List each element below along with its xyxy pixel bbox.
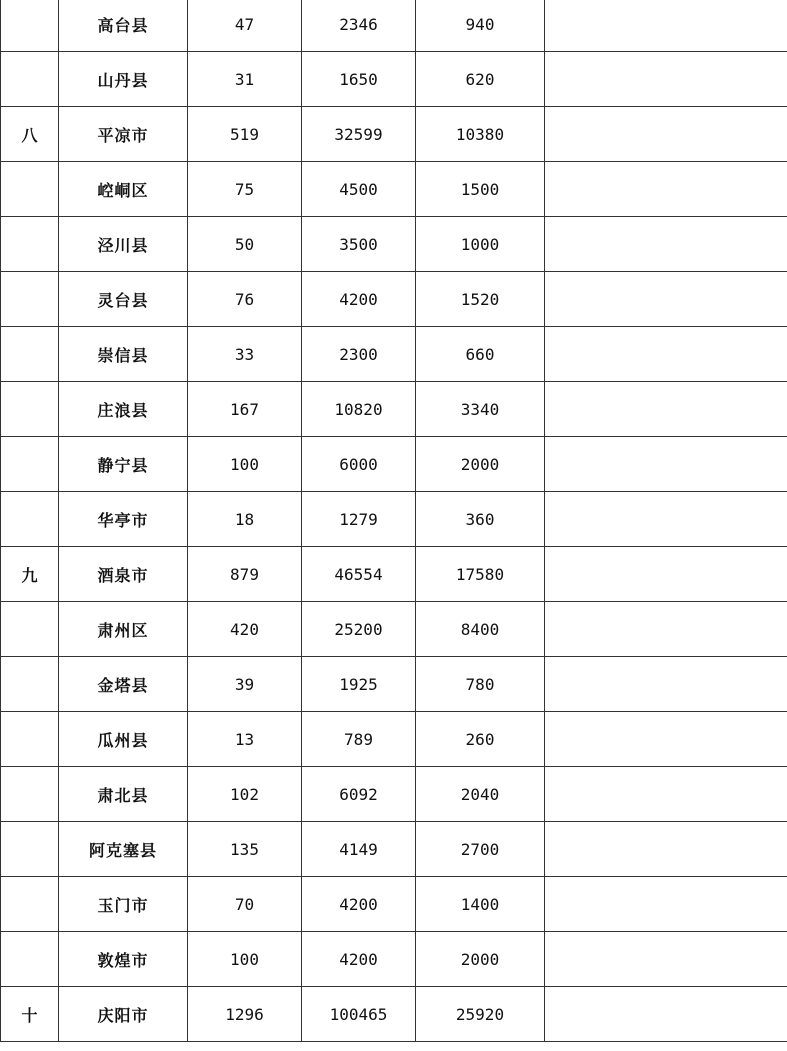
value-1-cell: 1296: [188, 987, 302, 1042]
value-1-cell: 31: [188, 52, 302, 107]
region-name-cell: 肃北县: [59, 767, 188, 822]
value-1-cell: 100: [188, 932, 302, 987]
region-name-cell: 山丹县: [59, 52, 188, 107]
value-2-cell: 6000: [302, 437, 416, 492]
value-2-cell: 10820: [302, 382, 416, 437]
value-1-cell: 76: [188, 272, 302, 327]
value-2-cell: 1925: [302, 657, 416, 712]
value-3-cell: 940: [416, 0, 545, 52]
table-row: [1, 272, 787, 327]
table-row: [1, 602, 787, 657]
region-name-cell: 金塔县: [59, 657, 188, 712]
value-2-cell: 4149: [302, 822, 416, 877]
value-3-cell: 260: [416, 712, 545, 767]
region-name-cell: 瓜州县: [59, 712, 188, 767]
value-1-cell: 18: [188, 492, 302, 547]
row-index-cell: [1, 162, 59, 217]
note-cell: [545, 437, 787, 492]
note-cell: [545, 602, 787, 657]
note-cell: [545, 547, 787, 602]
region-name-cell: 泾川县: [59, 217, 188, 272]
row-index-cell: [1, 657, 59, 712]
note-cell: [545, 987, 787, 1042]
value-2-cell: 6092: [302, 767, 416, 822]
region-name-cell: 庆阳市: [59, 987, 188, 1042]
table-row: [1, 712, 787, 767]
note-cell: [545, 822, 787, 877]
value-3-cell: 8400: [416, 602, 545, 657]
value-1-cell: 100: [188, 437, 302, 492]
row-index-cell: [1, 272, 59, 327]
value-1-cell: 39: [188, 657, 302, 712]
value-3-cell: 360: [416, 492, 545, 547]
value-3-cell: 1500: [416, 162, 545, 217]
note-cell: [545, 767, 787, 822]
row-index-cell: [1, 602, 59, 657]
table-row: [1, 932, 787, 987]
value-2-cell: 4500: [302, 162, 416, 217]
value-1-cell: 13: [188, 712, 302, 767]
region-name-cell: 肃州区: [59, 602, 188, 657]
row-index-cell: [1, 767, 59, 822]
row-index-cell: [1, 327, 59, 382]
value-2-cell: 2300: [302, 327, 416, 382]
value-3-cell: 17580: [416, 547, 545, 602]
note-cell: [545, 932, 787, 987]
value-1-cell: 167: [188, 382, 302, 437]
value-3-cell: 780: [416, 657, 545, 712]
value-3-cell: 2040: [416, 767, 545, 822]
row-index-cell: [1, 217, 59, 272]
value-1-cell: 879: [188, 547, 302, 602]
value-1-cell: 420: [188, 602, 302, 657]
region-name-cell: 敦煌市: [59, 932, 188, 987]
region-name-cell: 玉门市: [59, 877, 188, 932]
note-cell: [545, 712, 787, 767]
note-cell: [545, 217, 787, 272]
value-1-cell: 50: [188, 217, 302, 272]
row-index-cell: [1, 492, 59, 547]
value-3-cell: 2700: [416, 822, 545, 877]
note-cell: [545, 877, 787, 932]
region-name-cell: 阿克塞县: [59, 822, 188, 877]
table-row: [1, 107, 787, 162]
region-name-cell: 崆峒区: [59, 162, 188, 217]
table-row: [1, 217, 787, 272]
row-index-cell: [1, 437, 59, 492]
row-index-cell: [1, 0, 59, 52]
value-2-cell: 4200: [302, 932, 416, 987]
table-row: [1, 382, 787, 437]
value-2-cell: 3500: [302, 217, 416, 272]
table-row: [1, 327, 787, 382]
note-cell: [545, 492, 787, 547]
value-2-cell: 25200: [302, 602, 416, 657]
note-cell: [545, 272, 787, 327]
value-3-cell: 1000: [416, 217, 545, 272]
region-name-cell: 酒泉市: [59, 547, 188, 602]
value-2-cell: 1650: [302, 52, 416, 107]
region-name-cell: 平凉市: [59, 107, 188, 162]
value-3-cell: 2000: [416, 437, 545, 492]
region-name-cell: 华亭市: [59, 492, 188, 547]
table-row: [1, 437, 787, 492]
table-row: [1, 52, 787, 107]
note-cell: [545, 327, 787, 382]
value-3-cell: 10380: [416, 107, 545, 162]
region-name-cell: 灵台县: [59, 272, 188, 327]
row-index-cell: [1, 382, 59, 437]
note-cell: [545, 382, 787, 437]
row-index-cell: 九: [1, 547, 59, 602]
value-3-cell: 620: [416, 52, 545, 107]
value-2-cell: 46554: [302, 547, 416, 602]
value-3-cell: 3340: [416, 382, 545, 437]
table-row: [1, 877, 787, 932]
row-index-cell: [1, 877, 59, 932]
value-3-cell: 2000: [416, 932, 545, 987]
row-index-cell: [1, 712, 59, 767]
row-index-cell: [1, 52, 59, 107]
table-row: [1, 0, 787, 52]
value-2-cell: 789: [302, 712, 416, 767]
table-row: [1, 492, 787, 547]
value-2-cell: 1279: [302, 492, 416, 547]
value-1-cell: 519: [188, 107, 302, 162]
row-index-cell: 十: [1, 987, 59, 1042]
value-2-cell: 4200: [302, 272, 416, 327]
region-name-cell: 高台县: [59, 0, 188, 52]
value-1-cell: 70: [188, 877, 302, 932]
row-index-cell: [1, 932, 59, 987]
value-2-cell: 32599: [302, 107, 416, 162]
value-1-cell: 33: [188, 327, 302, 382]
row-index-cell: [1, 822, 59, 877]
value-3-cell: 25920: [416, 987, 545, 1042]
region-name-cell: 庄浪县: [59, 382, 188, 437]
table-row: [1, 657, 787, 712]
value-1-cell: 47: [188, 0, 302, 52]
value-1-cell: 75: [188, 162, 302, 217]
value-3-cell: 1400: [416, 877, 545, 932]
value-1-cell: 102: [188, 767, 302, 822]
region-name-cell: 静宁县: [59, 437, 188, 492]
value-2-cell: 2346: [302, 0, 416, 52]
table-row: [1, 162, 787, 217]
note-cell: [545, 657, 787, 712]
table-row: [1, 987, 787, 1042]
row-index-cell: 八: [1, 107, 59, 162]
table-row: [1, 767, 787, 822]
note-cell: [545, 107, 787, 162]
note-cell: [545, 52, 787, 107]
table-row: [1, 822, 787, 877]
value-3-cell: 1520: [416, 272, 545, 327]
table-body: [1, 0, 787, 1042]
value-2-cell: 100465: [302, 987, 416, 1042]
value-1-cell: 135: [188, 822, 302, 877]
region-name-cell: 崇信县: [59, 327, 188, 382]
value-2-cell: 4200: [302, 877, 416, 932]
value-3-cell: 660: [416, 327, 545, 382]
note-cell: [545, 162, 787, 217]
table-row: [1, 547, 787, 602]
note-cell: [545, 0, 787, 52]
